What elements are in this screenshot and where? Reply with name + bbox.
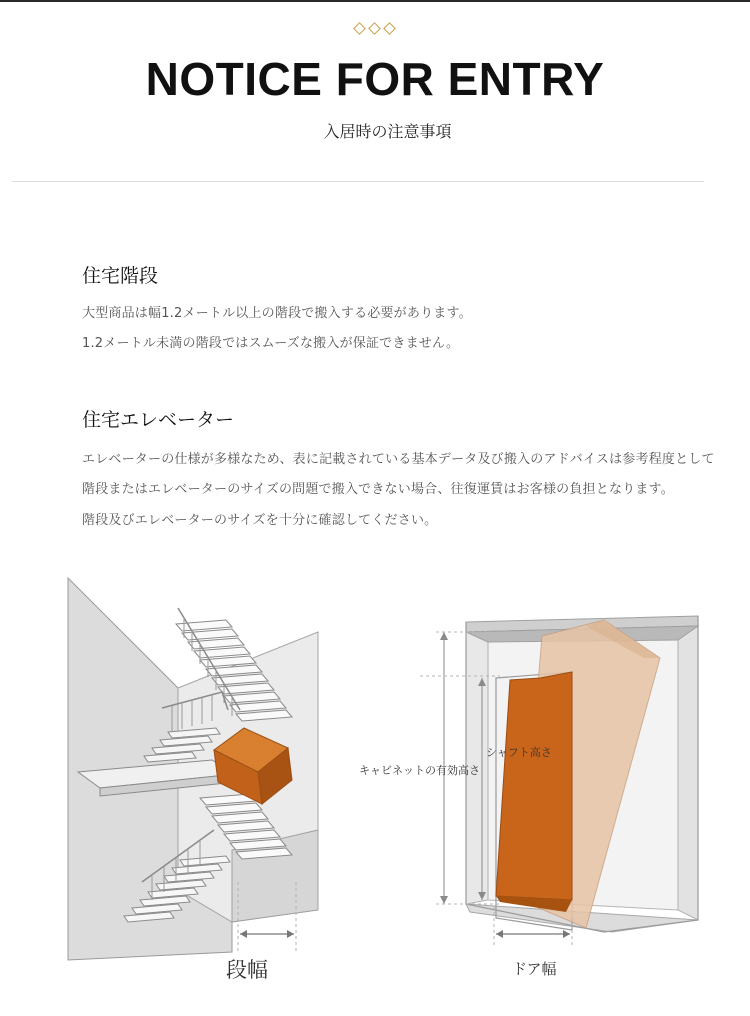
- elevator-paragraph-line: 階段またはエレベーターのサイズの問題で搬入できない場合、往復運賃はお客様の負担となります。: [82, 482, 674, 497]
- illustration-area: [0, 560, 750, 1012]
- elevator-paragraph-line: 階段及びエレベーターのサイズを十分に確認してください。: [82, 513, 438, 528]
- diamond-icon: [383, 22, 396, 35]
- page-subtitle: 入居時の注意事項: [323, 122, 452, 141]
- elevator-section-title: 住宅エレベーター: [82, 409, 235, 431]
- elevator-illustration: [420, 616, 698, 948]
- diamond-icon: [353, 22, 366, 35]
- diamond-icon: [368, 22, 381, 35]
- door-width-label: ドア幅: [512, 960, 557, 978]
- header-divider: [12, 181, 704, 182]
- diamond-ornament: [355, 24, 394, 33]
- illustration-svg: [0, 560, 750, 1012]
- stairwell-illustration: [68, 578, 318, 960]
- stair-width-label: 段幅: [226, 958, 268, 982]
- cabinet-height-label: キャビネットの有効高さ: [359, 764, 480, 777]
- shaft-height-label: シャフト高さ: [486, 746, 552, 759]
- stairs-section-title: 住宅階段: [82, 265, 159, 287]
- top-border: [0, 0, 750, 2]
- stairs-paragraph-line: 大型商品は幅1.2メートル以上の階段で搬入する必要があります。: [82, 306, 472, 321]
- elevator-paragraph-line: エレベーターの仕様が多様なため、表に記載されている基本データ及び搬入のアドバイスは参考程度として: [82, 452, 715, 467]
- page-title: NOTICE FOR ENTRY: [145, 53, 605, 105]
- stairs-paragraph-line: 1.2メートル未満の階段ではスムーズな搬入が保証できません。: [82, 336, 460, 351]
